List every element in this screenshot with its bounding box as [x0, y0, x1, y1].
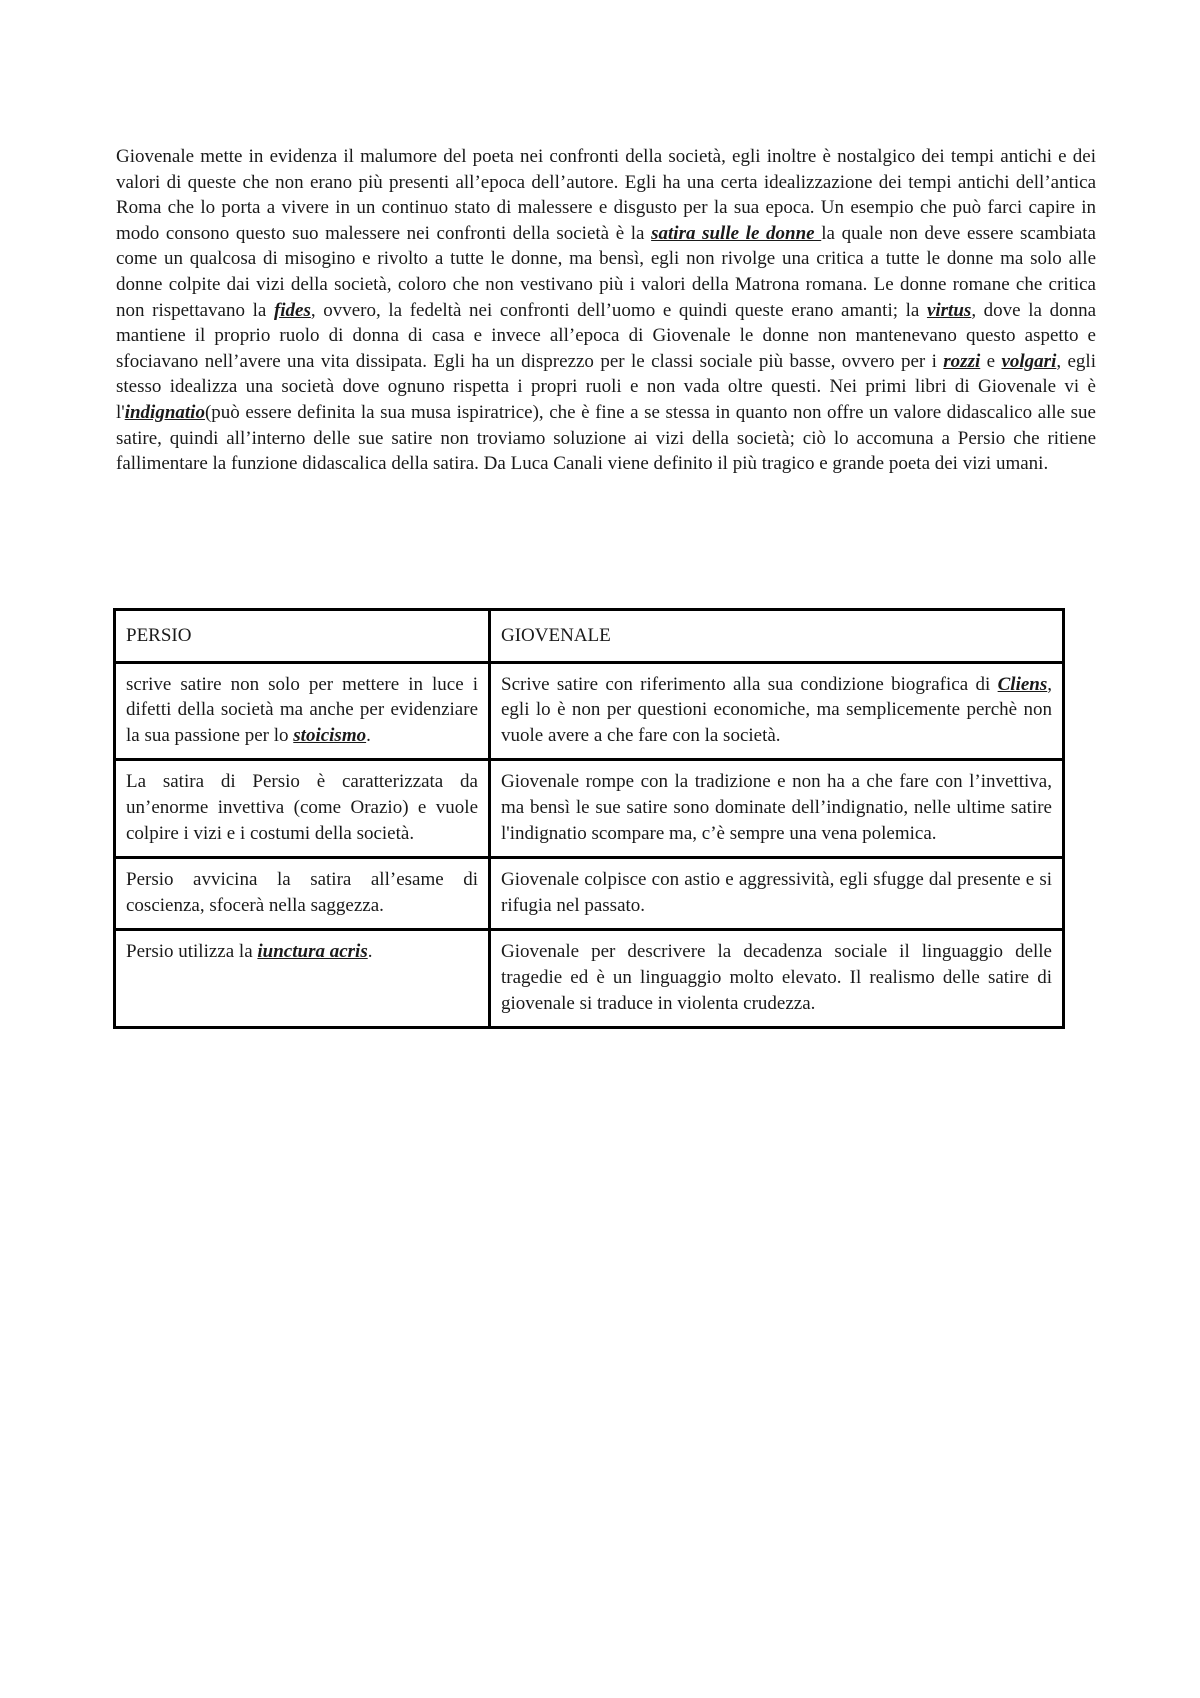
- cell-text: Persio utilizza la: [126, 941, 258, 963]
- intro-text: , egli stesso idealizza una società dove ognuno rispetta i propri ruoli e non vada oltre questi. Nei primi libri di Giovenale vi è l': [116, 350, 1096, 423]
- cell-text: .: [367, 941, 373, 963]
- keyword-fides: fides: [273, 299, 311, 321]
- keyword-satira-sulle-donne: satira sulle le donne: [651, 222, 822, 244]
- keyword-volgari: volgari: [1001, 350, 1057, 372]
- cell-giovenale: Giovenale per descrivere la decadenza sociale il linguaggio delle tragedie ed è un linguaggio molto elevato. Il realismo delle satire di giovenale si traduce in violenta crudezza.: [490, 930, 1064, 1028]
- intro-text: la quale non deve essere scambiata come un qualcosa di misogino e rivolto a tutte le donne, ma bensì, egli non rivolge una critica a tutte le donne ma solo alle donne colpite dai vizi della società, coloro che non vestivano più i valori della Matrona romana. Le donne romane che critica non rispettavano la: [116, 222, 1096, 321]
- cell-text: Scrive satire con riferimento alla sua condizione biografica di: [501, 673, 998, 695]
- table-row: [115, 760, 1064, 858]
- intro-text: , dove la donna mantiene il proprio ruolo di donna di casa e invece all’epoca di Giovenale le donne non mantenevano questo aspetto e sfociavano nell’avere una vita dissipata. Egli ha un disprezzo per le classi sociale più basse, ovvero per i: [116, 299, 1096, 372]
- cell-text: scrive satire non solo per mettere in luce i difetti della società ma anche per evidenziare la sua passione per lo: [126, 673, 478, 746]
- cell-persio: Persio avvicina la satira all’esame di coscienza, sfocerà nella saggezza.: [115, 858, 490, 930]
- keyword-iunctura-acris: iunctura acris: [257, 941, 368, 963]
- table-row: [115, 930, 1064, 1028]
- cell-persio: [115, 662, 490, 760]
- keyword-cliens: Cliens: [997, 673, 1048, 695]
- intro-paragraph: [116, 144, 1096, 477]
- cell-persio: [115, 930, 490, 1028]
- keyword-virtus: virtus: [926, 299, 972, 321]
- table-row: [115, 662, 1064, 760]
- intro-text: e: [980, 350, 1002, 372]
- cell-giovenale: Giovenale rompe con la tradizione e non ha a che fare con l’invettiva, ma bensì le sue satire sono dominate dell’indignatio, nelle ultime satire l'indignatio scompare ma, c’è sempre una vena polemica.: [490, 760, 1064, 858]
- keyword-indignatio: indignatio: [124, 401, 205, 423]
- cell-text: .: [366, 724, 371, 746]
- keyword-rozzi: rozzi: [943, 350, 981, 372]
- cell-persio: La satira di Persio è caratterizzata da un’enorme invettiva (come Orazio) e vuole colpire i vizi e i costumi della società.: [115, 760, 490, 858]
- table-header-row: [115, 610, 1064, 663]
- cell-giovenale: [490, 662, 1064, 760]
- header-giovenale: GIOVENALE: [490, 610, 1064, 663]
- cell-text: , egli lo è non per questioni economiche, ma semplicemente perchè non vuole avere a che fare con la società.: [501, 673, 1052, 746]
- intro-text: , ovvero, la fedeltà nei confronti dell’uomo e quindi queste erano amanti; la: [310, 299, 927, 321]
- keyword-stoicismo: stoicismo: [293, 724, 367, 746]
- header-persio: PERSIO: [115, 610, 490, 663]
- table-row: [115, 858, 1064, 930]
- intro-text: (può essere definita la sua musa ispiratrice), che è fine a se stessa in quanto non offre un valore didascalico alle sue satire, quindi all’interno delle sue satire non troviamo soluzione ai vizi della società; ciò lo accomuna a Persio che ritiene fallimentare la funzione didascalica della satira. Da Luca Canali viene definito il più tragico e grande poeta dei vizi umani.: [116, 401, 1096, 475]
- comparison-table: [113, 608, 1065, 1029]
- cell-giovenale: Giovenale colpisce con astio e aggressività, egli sfugge dal presente e si rifugia nel passato.: [490, 858, 1064, 930]
- intro-text: Giovenale mette in evidenza il malumore del poeta nei confronti della società, egli inoltre è nostalgico dei tempi antichi e dei valori di queste che non erano più presenti all’epoca dell’autore. Egli ha una certa idealizzazione dei tempi antichi dell’antica Roma che lo porta a vivere in un continuo stato di malessere e disgusto per la sua epoca. Un esempio che può farci capire in modo consono questo suo malessere nei confronti della società è la: [116, 146, 1096, 244]
